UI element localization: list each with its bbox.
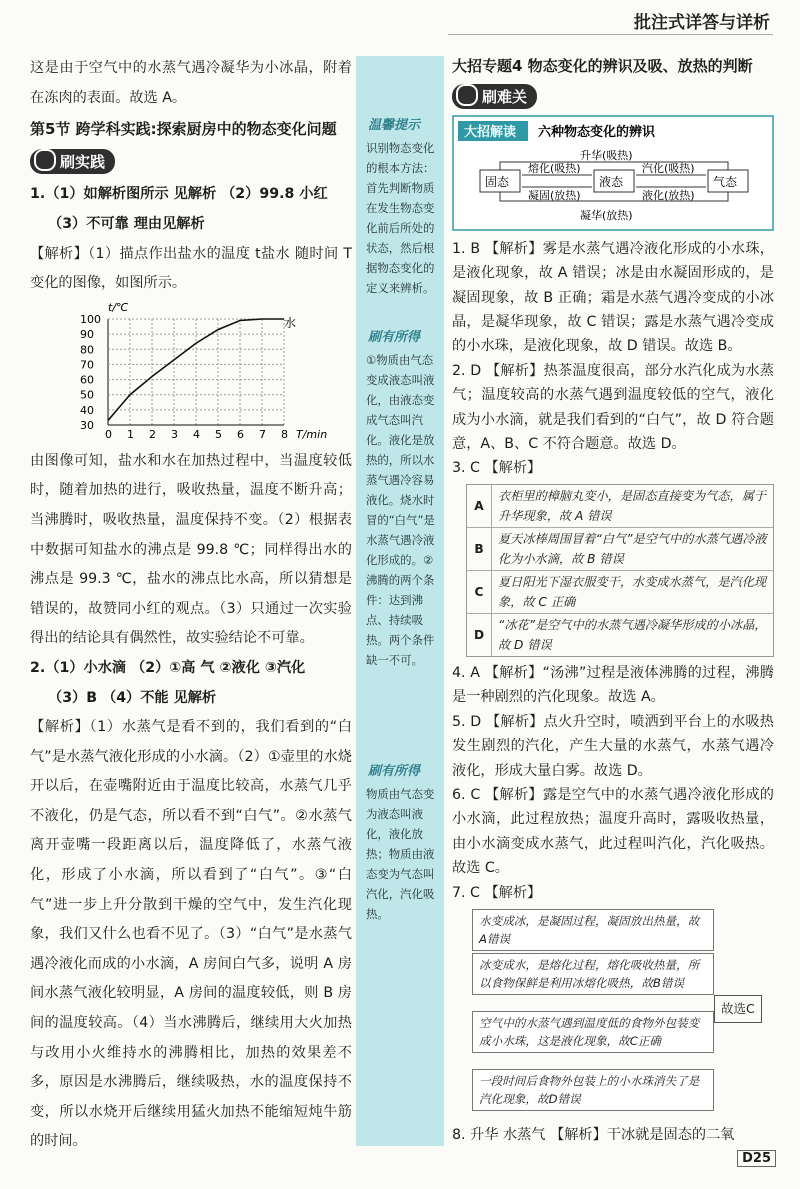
state-liquid-label: 液态 [599,174,624,189]
q1-answer-2: （3）不可靠 理由见解析 [48,215,205,232]
challenge-badge [452,84,537,109]
q7-conclusion: 故选C [714,995,762,1023]
x-tick-label: 3 [171,427,178,441]
y-tick-label: 70 [80,358,94,372]
q2-text: 2. D 【解析】热茶温度很高，部分水汽化成为水蒸气；温度较高的水蒸气遇到温度较低的空气，液化成为小水滴，就是我们看到的“白气”，故 D 符合题意，A、B、C 不符合题意。故选 D。 [452,362,774,453]
q5-text: 5. D 【解析】点火升空时，喷洒到平台上的水吸热发生剧烈的汽化，产生大量的水蒸气，水蒸气遇冷液化，形成大量白雾。故选 D。 [452,713,774,779]
x-tick-label: 6 [237,427,244,441]
page-header: 批注式详答与详析 [634,13,770,33]
chart-xlabel: T/min [296,427,328,441]
label-vaporization: 汽化(吸热) [642,161,695,175]
q7-item: 空气中的水蒸气遇到温度低的食物外包装变成小水珠，这是液化现象，故C正确 [472,1011,714,1053]
temperature-chart [78,301,378,447]
topic-title: 大招专题4 物态变化的辨识及吸、放热的判断 [452,57,753,75]
tip-title-2: 刷有所得 [368,330,421,345]
q1-text: 1. B 【解析】雾是水蒸气遇冷液化形成的小水珠，是液化现象，故 A 错误；冰是由水凝固形成的，是凝固现象，故 B 正确；霜是水蒸气遇冷变成的小冰晶，是凝华现象，故 C 错误；露是水蒸气遇冷变成的小水珠，是液化现象，故 D 错误。故选 B。 [452,240,774,355]
q3-option-key: A [467,485,492,527]
x-tick-label: 8 [281,427,288,441]
q3-option-key: C [467,571,492,613]
tip-text-1: 识别物态变化的根本方法：首先判断物质在发生物态变化前后所处的状态，然后根据物态变化的定义来辨析。 [366,141,435,295]
tip-title-1: 温馨提示 [368,118,421,133]
badge-label: 刷实践 [60,152,106,171]
q7-text: 7. C 【解析】 [452,884,542,901]
q3-option-text: 夏天冰棒周围冒着“白气”是空气中的水蒸气遇冷液化为小水滴，故 B 错误 [498,531,767,566]
x-tick-label: 5 [215,427,222,441]
q7-reasoning [452,909,774,1119]
chart-ylabel: t/℃ [108,300,129,314]
y-tick-label: 90 [80,327,94,341]
y-tick-label: 40 [80,403,94,417]
right-column [452,54,774,1147]
q2-answer: 2.（1）小水滴 （2）①高 气 ②液化 ③汽化 [30,659,306,676]
x-tick-label: 2 [149,427,156,441]
q7-item: 冰变成水，是熔化过程，熔化吸收热量，所以食物保鲜是利用冰熔化吸热，故B错误 [472,953,714,995]
q3-option-text: 夏日阳光下湿衣服变干，水变成水蒸气，是汽化现象，故 C 正确 [498,574,767,609]
q3-options-box [466,484,774,657]
q3-option-text: “冰花”是空气中的水蒸气遇冷凝华形成的小冰晶，故 D 错误 [498,617,767,652]
section-title: 第5节 跨学科实践:探索厨房中的物态变化问题 [30,120,337,139]
badge-label: 刷难关 [482,88,528,107]
label-freezing: 凝固(放热) [528,188,581,202]
q8-text: 8. 升华 水蒸气 【解析】干冰就是固态的二氧 [452,1126,735,1143]
label-sublimation: 升华(吸热) [580,148,633,162]
x-tick-label: 4 [193,427,200,441]
y-tick-label: 50 [80,388,94,402]
y-tick-label: 60 [80,373,94,387]
q7-item: 一段时间后食物外包装上的小水珠消失了是汽化现象，故D错误 [472,1069,714,1111]
state-gas-label: 气态 [713,174,738,189]
chart-series-label: 水 [284,315,297,330]
q3-text: 3. C 【解析】 [452,460,542,477]
q1-analysis-2: 由图像可知，盐水和水在加热过程中，当温度较低时，随着加热的进行，吸收热量，温度不断升高；当沸腾时，吸收热量，温度保持不变。（2）根据表中数据可知盐水的沸点是 99.8 ℃；同样得出水的沸点是 99.3 ℃，盐水的沸点比水高，所以猜想是错误的，故赞同小红的观点。（3）只通过一次实验得出的结论具有偶然性，故实验结论不可靠。 [30,452,352,647]
phase-change-diagram [452,115,774,231]
header-divider [448,34,773,35]
y-tick-label: 30 [80,418,94,432]
q3-option-row [467,527,773,570]
tip-title-3: 刷有所得 [368,764,421,779]
q3-option-row [467,485,773,527]
y-tick-label: 80 [80,343,94,357]
badge-icon [456,84,478,106]
q2-analysis: 【解析】（1）水蒸气是看不到的，我们看到的“白气”是水蒸气液化形成的小水滴。（2）①壶里的水烧开以后，在壶嘴附近由于温度比较高，水蒸气几乎不液化，仍是气态，所以看不到“白气”。②水蒸气离开壶嘴一段距离以后，温度降低了，水蒸气液化，形成了小水滴，所以看到了“白气”。③“白气”进一步上升分散到干燥的空气中，发生汽化现象，我们又什么也看不见了。（3）“白气”是水蒸气遇冷液化而成的小水滴，A 房间白气多，说明 A 房间水蒸气液化较明显，A 房间的温度较低，则 B 房间的温度较高。（4）当水沸腾后，继续用大火加热与改用小火维持水的沸腾相比，加热的效果差不多，原因是水沸腾后，继续吸热，水的温度保持不变，所以水烧开后继续用猛火加热不能缩短炖牛筋的时间。 [30,719,352,1150]
x-tick-label: 0 [105,427,112,441]
left-column [30,54,352,1157]
tip-text-3: 物质由气态变为液态叫液化，液化放热；物质由液态变为气态叫汽化，汽化吸热。 [366,787,435,921]
q6-text: 6. C 【解析】露是空气中的水蒸气遇冷液化形成的小水滴，此过程放热；温度升高时，露吸收热量，由小水滴变成水蒸气，此过程叫汽化，汽化吸热。故选 C。 [452,786,774,877]
label-melting: 熔化(吸热) [528,161,581,175]
q3-option-key: D [467,614,492,656]
x-tick-label: 1 [127,427,134,441]
q3-option-key: B [467,528,492,570]
q1-analysis-1: 【解析】（1）描点作出盐水的温度 t盐水 随时间 T 变化的图像，如图所示。 [30,245,352,292]
diagram-title: 六种物态变化的辨识 [538,124,656,140]
q3-option-row [467,613,773,656]
practice-badge [30,149,115,174]
label-condensation: 液化(放热) [642,188,695,202]
x-tick-label: 7 [259,427,266,441]
q3-option-row [467,570,773,613]
q2-answer-2: （3）B （4）不能 见解析 [48,689,217,706]
tip-text-2: ①物质由气态变成液态叫液化，由液态变成气态叫汽化。液化是放热的，所以水蒸气遇冷容易液化。烧水时冒的“白气”是水蒸气遇冷液化形成的。②沸腾的两个条件：达到沸点、持续吸热。两个条件缺一不可。 [366,353,435,667]
page-number: D25 [737,1150,776,1167]
y-tick-label: 100 [80,312,101,326]
q7-item: 水变成冰，是凝固过程，凝固放出热量，故A错误 [472,909,714,951]
diagram-tag: 大招解读 [464,124,517,140]
intro-text: 这是由于空气中的水蒸气遇冷凝华为小冰晶，附着在冻肉的表面。故选 A。 [30,60,352,106]
badge-icon [34,149,56,171]
q4-text: 4. A 【解析】“汤沸”过程是液体沸腾的过程，沸腾是一种剧烈的汽化现象。故选 A。 [452,664,774,706]
tips-column [356,56,444,1146]
label-deposition: 凝华(放热) [580,208,633,222]
q3-option-text: 衣柜里的樟脑丸变小，是固态直接变为气态，属于升华现象，故 A 错误 [498,488,767,523]
state-solid-label: 固态 [485,174,510,189]
q1-answer: 1.（1）如解析图所示 见解析 （2）99.8 小红 [30,186,328,203]
